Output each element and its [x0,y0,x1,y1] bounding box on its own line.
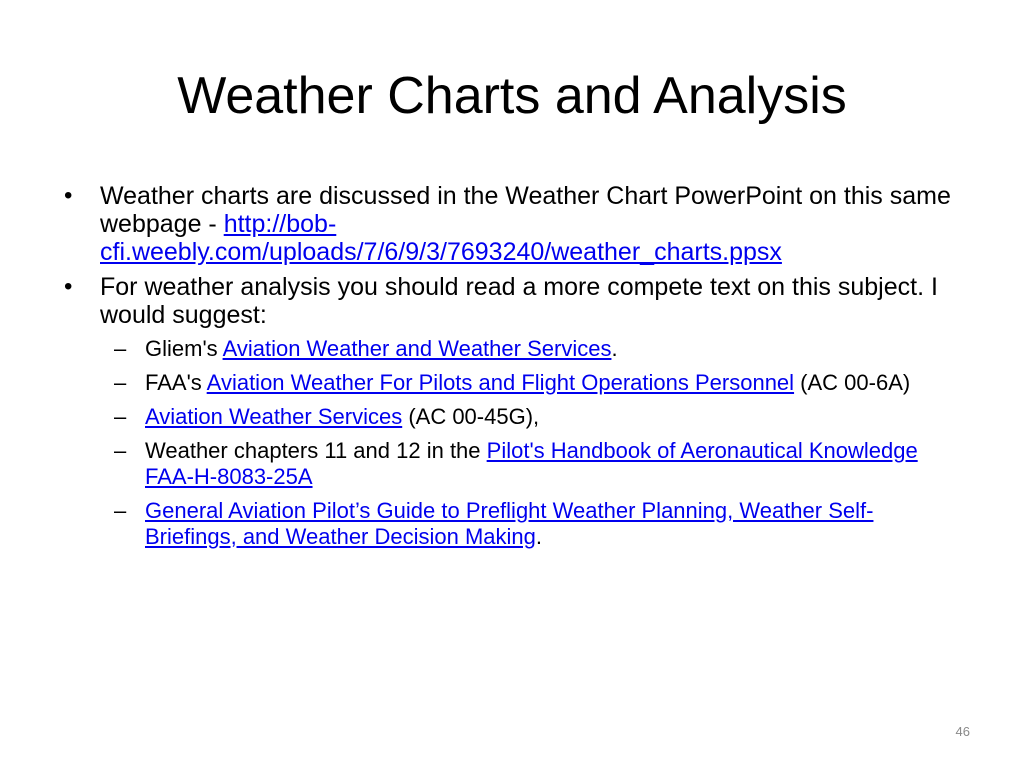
bullet-icon: • [64,273,73,300]
sub-list-item [100,404,964,430]
bullet-item [62,182,964,266]
dash-icon: – [114,370,127,395]
pilots-handbook-link[interactable]: Pilot's Handbook of Aeronautical Knowledge FAA-H-8083-25A [145,438,918,489]
slide-number: 46 [955,724,970,739]
sub-item-prefix: Weather chapters 11 and 12 in the [145,438,487,463]
bullet-item [62,273,964,550]
bullet-text: Weather charts are discussed in the Weather Chart PowerPoint on this same webpage - [100,182,951,238]
sub-item-prefix: Gliem's [145,336,223,361]
aviation-weather-ac-00-6a-link[interactable]: Aviation Weather For Pilots and Flight Operations Personnel [206,370,795,395]
dash-icon: – [114,498,127,523]
bullet-text: For weather analysis you should read a more compete text on this subject. I would suggest: [100,273,938,329]
sub-list-item [100,498,964,550]
sub-list [100,336,964,550]
sub-list-item [100,370,964,396]
slide-title: Weather Charts and Analysis [177,67,847,125]
dash-icon: – [114,438,127,463]
sub-list-item [100,336,964,362]
sub-item-suffix: . [611,336,618,361]
slide-content [62,182,964,558]
bullet-icon: • [64,182,73,209]
aviation-weather-services-gliem-link[interactable]: Aviation Weather and Weather Services [222,336,612,361]
sub-item-prefix: FAA's [145,370,207,395]
dash-icon: – [114,336,127,361]
sub-item-suffix: . [535,524,543,549]
sub-item-suffix: (AC 00-45G), [402,404,540,429]
weather-charts-link[interactable]: http://bob-cfi.weebly.com/uploads/7/6/9/3/7693240/weather_charts.ppsx [100,210,782,266]
aviation-weather-services-link[interactable]: Aviation Weather Services [145,404,403,429]
dash-icon: – [114,404,127,429]
sub-item-suffix: (AC 00-6A) [794,370,911,395]
general-aviation-pilots-guide-link[interactable]: General Aviation Pilot’s Guide to Preflight Weather Planning, Weather Self-Briefings, and Weather Decision Making [145,498,874,549]
sub-list-item [100,438,964,490]
